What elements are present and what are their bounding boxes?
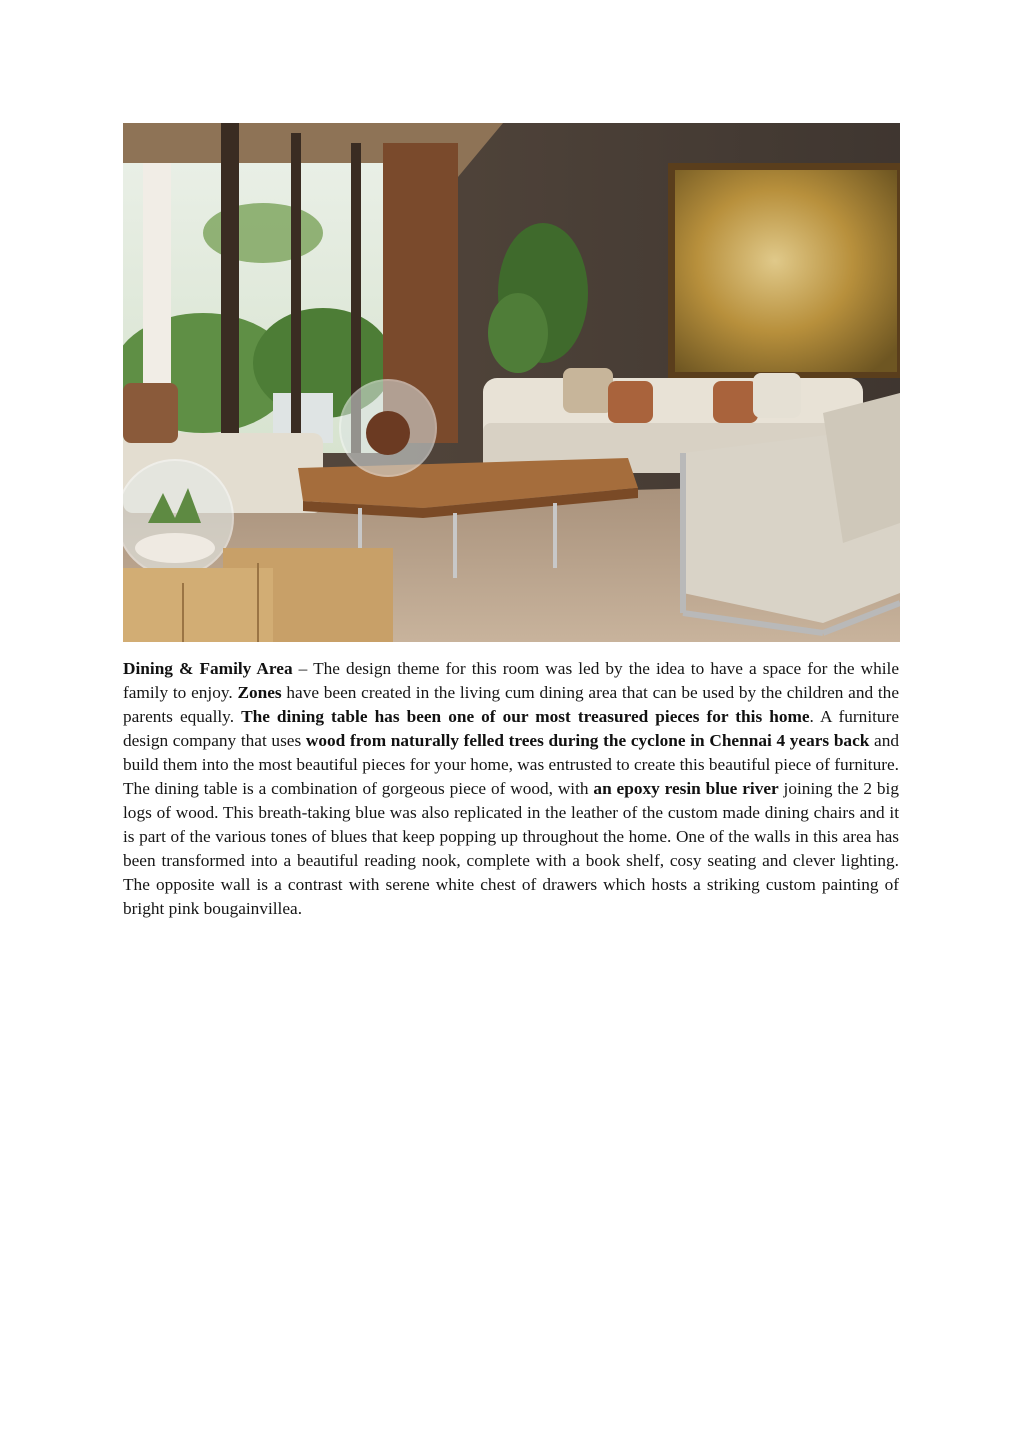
cushion — [563, 368, 613, 413]
emphasis-text: The dining table has been one of our most treasured pieces for this home — [241, 707, 810, 726]
living-room-photo — [123, 123, 900, 642]
body-text-segment: and build them into the most beautiful pieces for your home, was entrusted to create this beautiful piece of furniture. The dining table is a combination of gorgeous piece of wood, with — [123, 731, 899, 798]
window-frame — [221, 123, 239, 453]
body-text-segment: – The design theme for this room was led by the idea to have a space for the while family to enjoy. — [123, 659, 899, 702]
emphasis-text: Zones — [237, 683, 282, 702]
cushion-4 — [753, 373, 801, 418]
body-paragraph — [123, 657, 899, 921]
body-text-segment: have been created in the living cum dining area that can be used by the children and the parents equally. — [123, 683, 899, 726]
body-text-segment: . A furniture design company that uses — [123, 707, 899, 750]
wood-stool-2 — [123, 568, 273, 642]
window-frame-2 — [291, 133, 301, 453]
body-text-segment: joining the 2 big logs of wood. This breath-taking blue was also replicated in the leather of the custom made dining chairs and it is part of the various tones of blues that keep popping up throughout the home. One of the walls in this area has been transformed into a beautiful reading nook, complete with a book shelf, cosy seating and clever lighting. The opposite wall is a contrast with serene white chest of drawers which hosts a striking custom painting of bright pink bougainvillea. — [123, 779, 899, 918]
emphasis-text: an epoxy resin blue river — [593, 779, 779, 798]
emphasis-text: Dining & Family Area — [123, 659, 293, 678]
left-cushion — [123, 383, 178, 443]
living-room-illustration — [123, 123, 900, 642]
cushion-2 — [608, 381, 653, 423]
dried-flower — [366, 411, 410, 455]
cushion-3 — [713, 381, 758, 423]
emphasis-text: wood from naturally felled trees during the cyclone in Chennai 4 years back — [305, 731, 870, 750]
abstract-painting — [675, 170, 897, 372]
